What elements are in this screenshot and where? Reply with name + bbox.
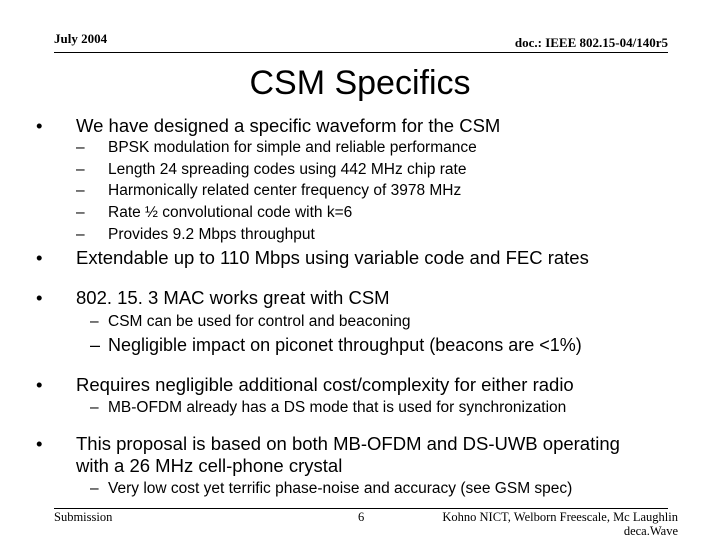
dash-marker: – bbox=[90, 313, 99, 330]
footer-authors-line2: deca.Wave bbox=[623, 524, 678, 538]
bullet-4-text: Requires negligible additional cost/complexity for either radio bbox=[76, 374, 574, 395]
slide-title: CSM Specifics bbox=[249, 64, 471, 102]
sub-item: Negligible impact on piconet throughput (beacons are <1%) bbox=[108, 335, 582, 355]
bullet-2-text: Extendable up to 110 Mbps using variable code and FEC rates bbox=[76, 247, 589, 268]
dash-marker: – bbox=[90, 335, 101, 355]
dash-marker: – bbox=[90, 399, 99, 416]
sub-item: Very low cost yet terrific phase-noise and accuracy (see GSM spec) bbox=[108, 480, 573, 497]
header-date: July 2004 bbox=[54, 31, 108, 46]
sub-item: CSM can be used for control and beaconing bbox=[108, 313, 411, 330]
header-doc-id: doc.: IEEE 802.15-04/140r5 bbox=[514, 35, 668, 50]
bullet-marker: • bbox=[36, 247, 43, 268]
sub-item: MB-OFDM already has a DS mode that is used for synchronization bbox=[108, 399, 567, 416]
bullet-marker: • bbox=[36, 287, 43, 308]
bullet-1-text: We have designed a specific waveform for the CSM bbox=[76, 115, 501, 136]
header-rule bbox=[54, 52, 668, 53]
dash-marker: – bbox=[76, 204, 85, 221]
bullet-marker: • bbox=[36, 374, 43, 395]
bullet-marker: • bbox=[36, 433, 43, 454]
bullet-3-text: 802. 15. 3 MAC works great with CSM bbox=[76, 287, 390, 308]
sub-item: Rate ½ convolutional code with k=6 bbox=[108, 204, 353, 221]
footer-authors-line1: Kohno NICT, Welborn Freescale, Mc Laughlin bbox=[442, 510, 678, 524]
dash-marker: – bbox=[76, 182, 85, 199]
footer-page-number: 6 bbox=[358, 510, 365, 524]
bullet-5-text-line2: with a 26 MHz cell-phone crystal bbox=[76, 455, 343, 476]
sub-item: Provides 9.2 Mbps throughput bbox=[108, 226, 315, 243]
bullet-5-text-line1: This proposal is based on both MB-OFDM and DS-UWB operating bbox=[76, 433, 620, 454]
footer-rule bbox=[54, 508, 668, 509]
dash-marker: – bbox=[76, 226, 85, 243]
dash-marker: – bbox=[76, 139, 85, 156]
dash-marker: – bbox=[76, 161, 85, 178]
sub-item: Harmonically related center frequency of 3978 MHz bbox=[108, 182, 462, 199]
dash-marker: – bbox=[90, 480, 99, 497]
bullet-marker: • bbox=[36, 115, 43, 136]
sub-item: BPSK modulation for simple and reliable performance bbox=[108, 139, 477, 156]
footer-submission: Submission bbox=[54, 510, 113, 524]
sub-item: Length 24 spreading codes using 442 MHz chip rate bbox=[108, 161, 467, 178]
